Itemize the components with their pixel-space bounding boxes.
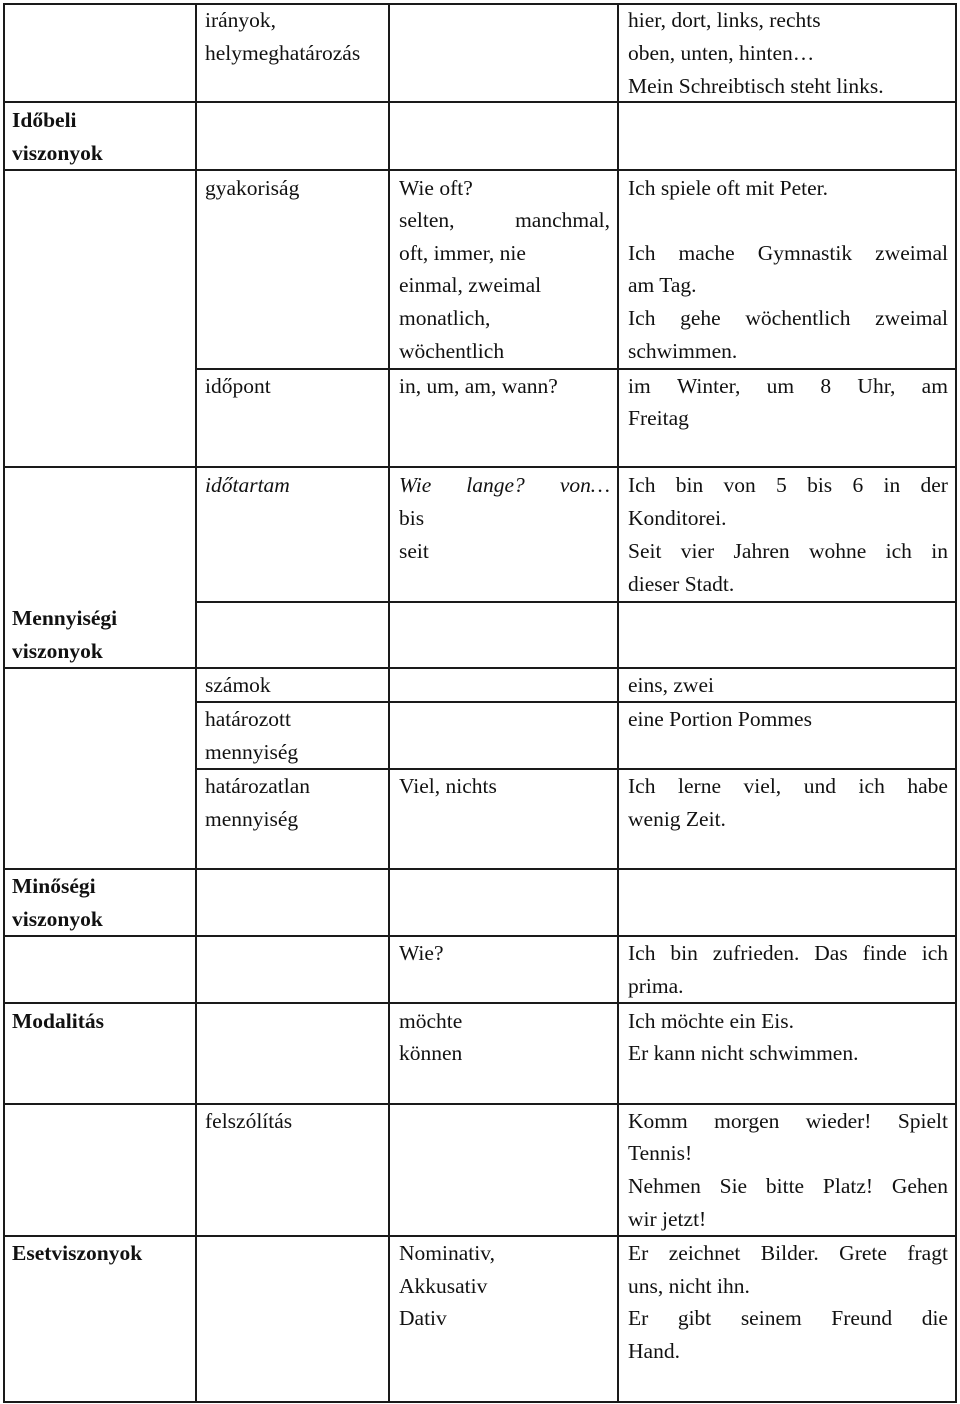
example-word: ich xyxy=(921,941,948,965)
grid-line xyxy=(195,701,957,703)
grid-line xyxy=(3,1002,957,1004)
example-line xyxy=(628,535,948,568)
example-word: seinem xyxy=(740,1306,802,1330)
grid-line xyxy=(3,868,957,870)
example-line xyxy=(628,770,948,803)
example-text: Hand. xyxy=(628,1339,680,1363)
example-word: finde xyxy=(862,941,907,965)
subcategory-label: helymeghatározás xyxy=(205,41,361,65)
example-word: morgen xyxy=(714,1109,780,1133)
question-line xyxy=(399,204,610,237)
example-word: Das xyxy=(814,941,848,965)
example-text: Ich spiele oft mit Peter. xyxy=(628,176,829,200)
example-text: Er kann nicht schwimmen. xyxy=(628,1041,859,1065)
grid-line xyxy=(3,169,957,171)
example-text: uns, nicht ihn. xyxy=(628,1274,750,1298)
example-text: am Tag. xyxy=(628,273,697,297)
example-text: prima. xyxy=(628,974,684,998)
example-text: eins, zwei xyxy=(628,673,714,697)
example-text: wir jetzt! xyxy=(628,1207,707,1231)
example-word: in xyxy=(883,473,901,497)
question-word: Wie? xyxy=(399,941,444,965)
example-word: Sie xyxy=(719,1174,748,1198)
group-label-quality: Minőségi xyxy=(12,874,96,898)
example-word: 5 xyxy=(776,473,787,497)
example-text: wenig Zeit. xyxy=(628,807,726,831)
question-word: seit xyxy=(399,539,429,563)
example-text: hier, dort, links, rechts xyxy=(628,8,821,32)
example-text: schwimmen. xyxy=(628,339,738,363)
example-word: Komm xyxy=(628,1109,688,1133)
question-word: Wie oft? xyxy=(399,176,473,200)
grid-line xyxy=(3,667,957,669)
example-text: Mein Schreibtisch steht links. xyxy=(628,74,884,98)
example-line xyxy=(628,1170,948,1203)
question-word: Nominativ, xyxy=(399,1241,495,1265)
question-word: können xyxy=(399,1041,463,1065)
grid-line xyxy=(617,3,619,1403)
subcategory-label: határozott xyxy=(205,707,291,731)
example-text: oben, unten, hinten… xyxy=(628,41,815,65)
question-word: oft, immer, nie xyxy=(399,241,526,265)
group-label-quantity: Mennyiségi xyxy=(12,606,118,630)
example-word: ich xyxy=(885,539,912,563)
grid-line xyxy=(195,3,197,1403)
example-word: der xyxy=(920,473,948,497)
example-word: Gehen xyxy=(891,1174,948,1198)
example-word: 8 xyxy=(820,374,832,398)
example-word: zweimal xyxy=(875,306,948,330)
example-word: fragt xyxy=(907,1241,948,1265)
example-word: gibt xyxy=(677,1306,712,1330)
grid-line xyxy=(195,601,957,603)
example-word: Winter, xyxy=(676,374,741,398)
group-label-quality: viszonyok xyxy=(12,907,103,931)
example-word: die xyxy=(921,1306,948,1330)
group-label-modality: Modalitás xyxy=(12,1009,104,1033)
group-label-time: viszonyok xyxy=(12,141,103,165)
group-label-quantity: viszonyok xyxy=(12,639,103,663)
example-line xyxy=(628,1302,948,1335)
subcategory-label: mennyiség xyxy=(205,740,299,764)
question-word: möchte xyxy=(399,1009,463,1033)
example-word: in xyxy=(931,539,948,563)
example-word: Gymnastik xyxy=(757,241,853,265)
example-word: bin xyxy=(670,941,698,965)
question-word: Viel, nichts xyxy=(399,774,497,798)
example-word: gehe xyxy=(680,306,721,330)
example-word: von xyxy=(723,473,756,497)
example-word: Jahren xyxy=(733,539,790,563)
example-word: bitte xyxy=(765,1174,805,1198)
example-word: Platz! xyxy=(822,1174,874,1198)
example-line xyxy=(628,1105,948,1138)
example-word: lerne xyxy=(678,774,721,798)
example-line xyxy=(628,937,948,970)
example-word: Ich xyxy=(628,473,656,497)
subcategory-label: felszólítás xyxy=(205,1109,293,1133)
question-word: Akkusativ xyxy=(399,1274,488,1298)
example-line xyxy=(628,237,948,270)
question-word: Dativ xyxy=(399,1306,447,1330)
example-word: Ich xyxy=(628,241,656,265)
example-word: bis xyxy=(807,473,833,497)
example-word: zweimal xyxy=(875,241,948,265)
example-word: wöchentlich xyxy=(745,306,851,330)
example-line xyxy=(628,1237,948,1270)
question-word: einmal, zweimal xyxy=(399,273,542,297)
grid-line xyxy=(3,1401,957,1403)
example-word: Uhr, xyxy=(857,374,896,398)
example-word: Er xyxy=(628,1241,649,1265)
subcategory-label: mennyiség xyxy=(205,807,299,831)
example-text: Konditorei. xyxy=(628,506,727,530)
example-line xyxy=(628,370,948,403)
example-word: um xyxy=(766,374,795,398)
example-word: habe xyxy=(907,774,948,798)
question-word: Wie xyxy=(399,473,432,497)
example-line xyxy=(628,302,948,335)
question-word: wöchentlich xyxy=(399,339,505,363)
example-text: Ich möchte ein Eis. xyxy=(628,1009,794,1033)
example-word: 6 xyxy=(852,473,864,497)
example-text: Tennis! xyxy=(628,1141,693,1165)
example-word: ich xyxy=(858,774,885,798)
question-word: manchmal, xyxy=(515,208,610,232)
subcategory-label: gyakoriság xyxy=(205,176,300,200)
example-word: Seit xyxy=(628,539,662,563)
example-word: und xyxy=(803,774,836,798)
example-word: mache xyxy=(678,241,735,265)
example-word: Ich xyxy=(628,774,656,798)
example-word: Nehmen xyxy=(628,1174,701,1198)
grid-line xyxy=(388,3,390,1403)
question-word: selten, xyxy=(399,208,455,232)
example-text: eine Portion Pommes xyxy=(628,707,812,731)
subcategory-label: irányok, xyxy=(205,8,277,32)
example-word: am xyxy=(921,374,948,398)
question-word: bis xyxy=(399,506,425,530)
example-word: Er xyxy=(628,1306,649,1330)
grid-line xyxy=(3,466,957,468)
example-word: zeichnet xyxy=(668,1241,741,1265)
question-word: von… xyxy=(559,473,610,497)
question-word: monatlich, xyxy=(399,306,491,330)
example-word: wohne xyxy=(809,539,867,563)
subcategory-label: határozatlan xyxy=(205,774,311,798)
example-word: vier xyxy=(680,539,715,563)
example-word: Ich xyxy=(628,306,656,330)
example-word: viel, xyxy=(743,774,782,798)
group-label-case: Esetviszonyok xyxy=(12,1241,143,1265)
example-line xyxy=(628,469,948,502)
subcategory-label: időpont xyxy=(205,374,271,398)
subcategory-label: időtartam xyxy=(205,473,290,497)
example-word: Bilder. xyxy=(760,1241,819,1265)
example-word: Grete xyxy=(839,1241,887,1265)
example-word: Freund xyxy=(831,1306,893,1330)
question-word: in, um, am, wann? xyxy=(399,374,558,398)
example-word: zufrieden. xyxy=(712,941,800,965)
group-label-time: Időbeli xyxy=(12,108,77,132)
question-word: lange? xyxy=(466,473,525,497)
example-word: Ich xyxy=(628,941,656,965)
example-text: dieser Stadt. xyxy=(628,572,735,596)
question-line xyxy=(399,469,610,502)
example-word: bin xyxy=(675,473,704,497)
subcategory-label: számok xyxy=(205,673,271,697)
grid-line xyxy=(3,3,5,1403)
example-word: Spielt xyxy=(897,1109,948,1133)
example-word: wieder! xyxy=(805,1109,872,1133)
grid-line xyxy=(955,3,957,1403)
example-word: im xyxy=(628,374,651,398)
example-text: Freitag xyxy=(628,406,689,430)
